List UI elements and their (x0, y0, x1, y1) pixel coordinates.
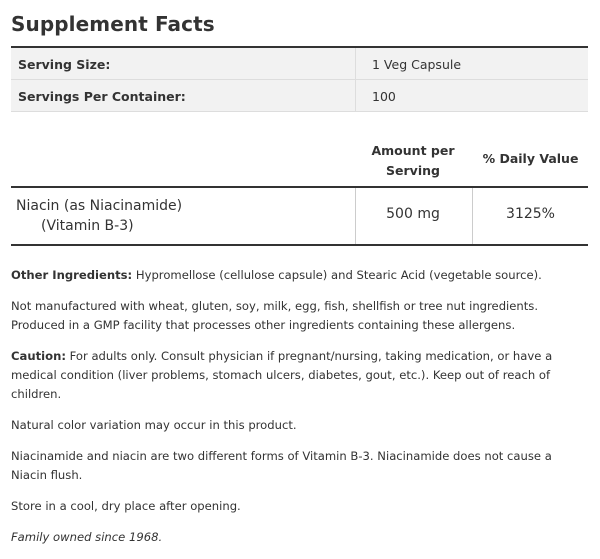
family-owned-note: Family owned since 1968. (11, 530, 163, 544)
servings-per-container-row (11, 80, 588, 112)
serving-size-row (11, 48, 588, 80)
label-notes (11, 266, 588, 559)
caution-text: For adults only. Consult physician if pregnant/nursing, taking medication, or have a medical condition (liver problems, stomach ulcers, diabetes, gout, etc.). Keep out of reach of children. (11, 349, 553, 401)
storage-note: Store in a cool, dry place after opening. (11, 499, 241, 513)
amount-header-line2: Serving (386, 163, 440, 178)
other-ingredients-text: Hypromellose (cellulose capsule) and Stearic Acid (vegetable source). (132, 268, 542, 282)
nutrient-name (16, 196, 182, 236)
caution-note (11, 347, 588, 404)
color-variation-note: Natural color variation may occur in this product. (11, 418, 297, 432)
servings-per-container-value: 100 (372, 89, 396, 104)
allergen-note: Not manufactured with wheat, gluten, soy, milk, egg, fish, shellfish or tree nut ingredients. Produced in a GMP facility that processes other ingredients containing these allergens. (11, 299, 539, 332)
nutrient-daily-value: 3125% (506, 206, 555, 222)
caution-label: Caution: (11, 349, 66, 363)
serving-size-label: Serving Size: (18, 57, 111, 72)
serving-table (11, 48, 588, 112)
other-ingredients-note (11, 266, 588, 285)
daily-value-header: % Daily Value (482, 151, 579, 166)
amount-per-serving-header (355, 141, 471, 181)
nutrient-amount: 500 mg (386, 206, 440, 222)
servings-per-container-label: Servings Per Container: (18, 89, 186, 104)
panel-title: Supplement Facts (11, 12, 215, 36)
nutrient-name-line2: (Vitamin B-3) (41, 218, 134, 234)
serving-size-value: 1 Veg Capsule (372, 57, 462, 72)
nutrient-name-line1: Niacin (as Niacinamide) (16, 198, 183, 214)
nutrient-row (11, 188, 588, 246)
other-ingredients-label: Other Ingredients: (11, 268, 133, 282)
amount-header-line1: Amount per (371, 143, 455, 158)
niacin-note: Niacinamide and niacin are two different forms of Vitamin B-3. Niacinamide does not cause a Niacin flush. (11, 449, 552, 482)
